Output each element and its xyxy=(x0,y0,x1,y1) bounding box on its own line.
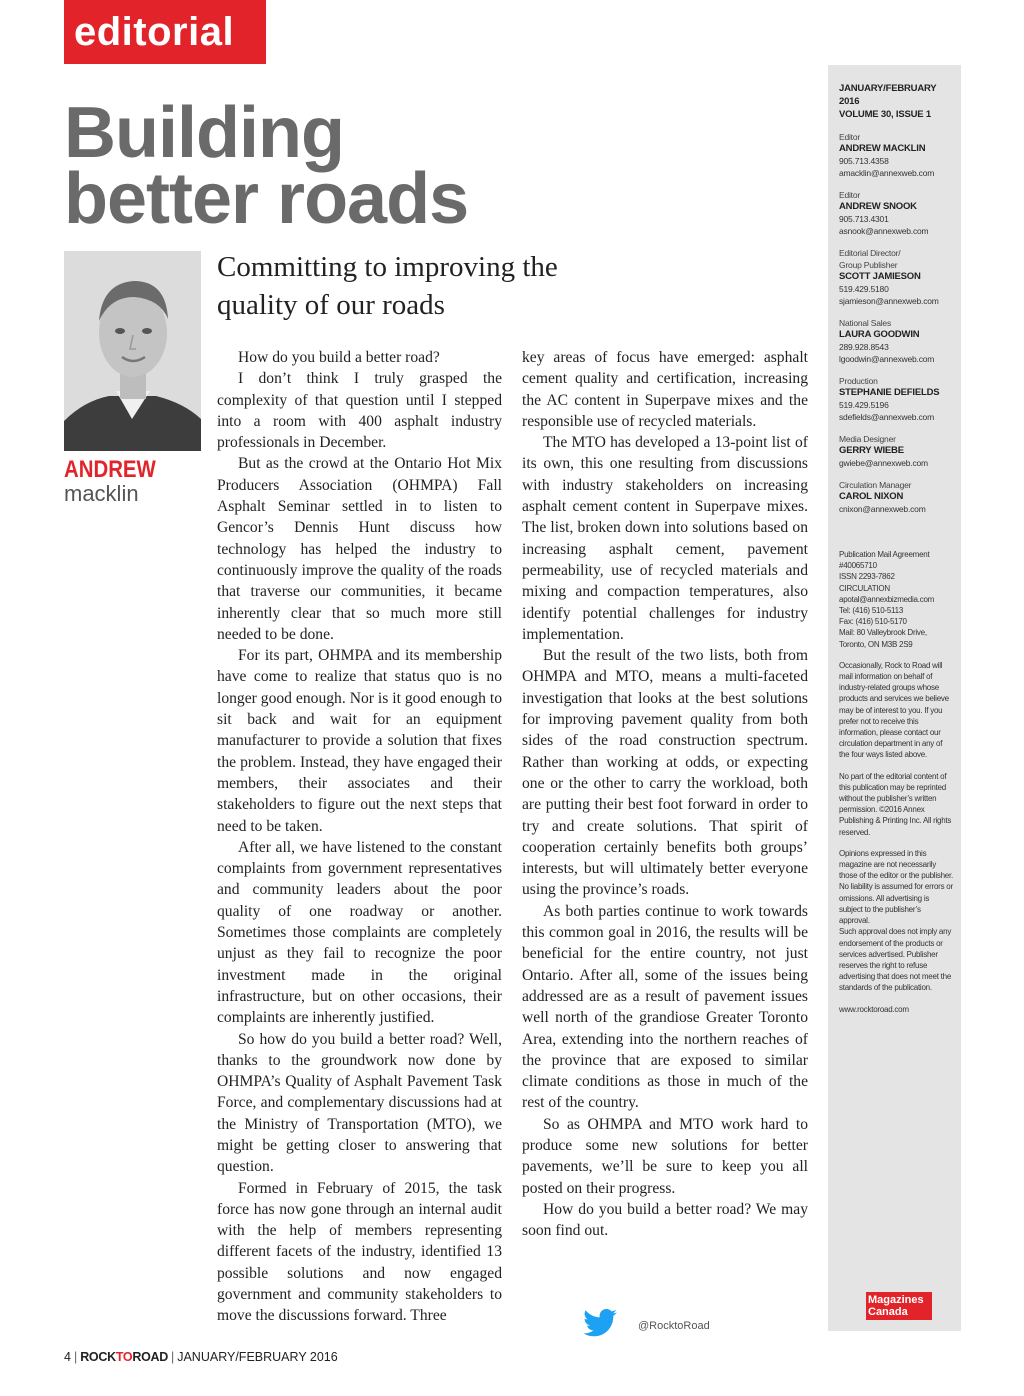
masthead-sidebar xyxy=(828,65,961,1331)
staff-email[interactable]: cnixon@annexweb.com xyxy=(839,504,926,514)
staff-phone: 905.713.4358 xyxy=(839,156,889,166)
footer-divider: | xyxy=(73,1350,78,1364)
paragraph: For its part, OHMPA and its membership have come to realize that status quo is no longer good enough. Nor is it good enough to sit back and wait for an equipment manufacturer to provide a solution that fixes the problem. Instead, they have engaged their members, their associates and their stakeholders to figure out the next steps that need to be taken. xyxy=(217,647,502,835)
staff-name: LAURA GOODWIN xyxy=(839,329,920,340)
headline-line-2: better roads xyxy=(64,159,469,239)
staff-name: STEPHANIE DEFIELDS xyxy=(839,387,940,398)
opinions-notice: Opinions expressed in this magazine are not necessarily those of the editor or the publisher. No liability is assumed for errors or omissions. All advertising is subject to the publisher’s approval. xyxy=(839,848,953,926)
mail-line: Publication Mail Agreement xyxy=(839,550,930,559)
paragraph: But as the crowd at the Ontario Hot Mix Producers Association (OHMPA) Fall Asphalt Seminar settled in to listen to Gencor’s Dennis Hunt discuss how technology has helped the industry to continuously improve the quality of the roads that traverse our communities, it became inherently clear that so much more still needed to be done. xyxy=(217,455,502,643)
staff-phone: 519.429.5180 xyxy=(839,284,889,294)
staff-role: Editorial Director/ Group Publisher xyxy=(839,248,901,270)
twitter-bird-icon[interactable] xyxy=(583,1309,617,1337)
staff-email[interactable]: sdefields@annexweb.com xyxy=(839,412,934,422)
mail-line: Toronto, ON M3B 2S9 xyxy=(839,639,913,649)
paragraph: So as OHMPA and MTO work hard to produce some new solutions for better pavements, we’ll be sure to keep you all posted on their progress. xyxy=(522,1115,808,1197)
website-link[interactable]: www.rocktoroad.com xyxy=(839,1004,909,1014)
author-photo xyxy=(64,251,201,451)
paragraph: key areas of focus have emerged: asphalt cement quality and certification, increasing the AC content in Superpave mixes and the responsible use of recycled materials. xyxy=(522,349,808,430)
headline xyxy=(64,93,584,239)
page-footer xyxy=(64,1350,338,1364)
endorsement-notice: Such approval does not imply any endorsement of the products or services advertised. Publisher reserves the right to refuse advertising that does not meet the standards of the publication. xyxy=(839,927,952,993)
deck-subtitle: Committing to improving the quality of our roads xyxy=(217,251,558,321)
issue-date: JANUARY/FEBRUARY 2016 xyxy=(839,83,937,107)
logo-rock: ROCK xyxy=(80,1350,116,1364)
paragraph: After all, we have listened to the constant complaints from government representatives and community leaders about the poor quality of one roadway or another. Sometimes those complaints are completely unjust as they fail to recognize the poor investment made in the original infrastructure, but on other occasions, their complaints are inherently justified. xyxy=(217,838,502,1027)
staff-name: ANDREW SNOOK xyxy=(839,201,917,212)
magazines-canada-line2: Canada xyxy=(868,1306,908,1318)
staff-entry xyxy=(839,317,953,365)
staff-email[interactable]: asnook@annexweb.com xyxy=(839,226,929,236)
paragraph: Formed in February of 2015, the task force has now gone through an internal audit with the help of members representing different facets of the industry, identified 13 possible solutions and now engaged government and community stakeholders to move the discussions forward. Three xyxy=(217,1179,502,1325)
article-column-2 xyxy=(522,347,808,1241)
staff-phone: 905.713.4301 xyxy=(839,214,889,224)
mail-info xyxy=(839,549,953,650)
paragraph: So how do you build a better road? Well, thanks to the groundwork now done by OHMPA’s Quality of Asphalt Pavement Task Force, and complementary discussions had at the Ministry of Transportation (MTO), we might be getting closer to answering that question. xyxy=(217,1030,502,1176)
mail-line: Mail: 80 Valleybrook Drive, xyxy=(839,628,927,638)
staff-role: Production xyxy=(839,376,878,386)
mail-line: Tel: (416) 510-5113 xyxy=(839,606,904,616)
staff-name: ANDREW MACKLIN xyxy=(839,143,926,154)
page-number: 4 xyxy=(64,1350,71,1364)
logo-road: ROAD xyxy=(132,1350,168,1364)
staff-entry xyxy=(839,433,953,469)
staff-phone: 519.429.5196 xyxy=(839,400,889,410)
staff-name: CAROL NIXON xyxy=(839,491,904,502)
rock-to-road-logo xyxy=(80,1350,168,1364)
footer-divider: | xyxy=(170,1350,175,1364)
mail-line: #40065710 xyxy=(839,561,877,571)
paragraph: How do you build a better road? We may soon find out. xyxy=(522,1200,808,1240)
article-column-1 xyxy=(217,347,502,1327)
magazines-canada-logo xyxy=(836,1291,932,1321)
staff-email[interactable]: gwiebe@annexweb.com xyxy=(839,458,928,468)
staff-phone: 289.928.8543 xyxy=(839,342,889,352)
paragraph: How do you build a better road? xyxy=(238,349,440,366)
staff-name: SCOTT JAMIESON xyxy=(839,271,921,282)
copyright-notice: No part of the editorial content of this publication may be reprinted without the publisher’s written permission. ©2016 Annex Publishing & Printing Inc. All rights reserved. xyxy=(839,771,952,837)
author-last-name: macklin xyxy=(64,481,139,506)
staff-email[interactable]: amacklin@annexweb.com xyxy=(839,168,935,178)
staff-name: GERRY WIEBE xyxy=(839,445,904,456)
logo-to: TO xyxy=(115,1350,133,1364)
staff-role: National Sales xyxy=(839,318,892,328)
staff-email[interactable]: lgoodwin@annexweb.com xyxy=(839,354,935,364)
footer-issue: JANUARY/FEBRUARY 2016 xyxy=(177,1350,338,1364)
staff-entry xyxy=(839,247,953,307)
author-first-name: ANDREW xyxy=(64,456,156,483)
staff-role: Editor xyxy=(839,132,861,142)
staff-entry xyxy=(839,189,953,237)
staff-role: Editor xyxy=(839,190,861,200)
mail-line[interactable]: apotal@annexbizmedia.com xyxy=(839,594,935,604)
headline-line-1: Building xyxy=(64,93,344,173)
mail-line: Fax: (416) 510-5170 xyxy=(839,617,907,627)
staff-entry xyxy=(839,131,953,179)
section-tag: editorial xyxy=(64,0,266,64)
twitter-handle[interactable]: @RocktoRoad xyxy=(638,1320,710,1332)
magazines-canada-line1: Magazines xyxy=(868,1294,924,1306)
staff-role: Media Designer xyxy=(839,434,896,444)
issue-volume: VOLUME 30, ISSUE 1 xyxy=(839,109,931,120)
paragraph: I don’t think I truly grasped the complexity of that question until I stepped into a room with 400 asphalt industry professionals in December. xyxy=(217,370,502,452)
mail-line: ISSN 2293-7862 xyxy=(839,572,895,582)
staff-role: Circulation Manager xyxy=(839,480,912,490)
paragraph: The MTO has developed a 13-point list of its own, this one resulting from discussions with industry stakeholders on increasing asphalt cement content in Superpave mixes. The list, broken down into solutions based on increasing asphalt cement, pavement permeability, use of recycled materials and mixing and compaction temperatures, also identify potential challenges for industry implementation. xyxy=(522,434,808,643)
paragraph: But the result of the two lists, both from OHMPA and MTO, means a multi-faceted investigation that looks at the best solutions for improving pavement quality from both sides of the road construction spectrum. Rather than working at odds, or expecting one or the other to carry the workload, both are putting their best foot forward in order to try and create solutions. That spirit of cooperation certainly benefits both groups’ interests, but will ultimately better everyone using the province’s roads. xyxy=(522,647,808,899)
staff-entry xyxy=(839,479,953,515)
staff-email[interactable]: sjamieson@annexweb.com xyxy=(839,296,939,306)
paragraph: As both parties continue to work towards this common goal in 2016, the results will be beneficial for the entire country, not just Ontario. After all, some of the issues being addressed are as a result of pavement issues well north of the grandiose Greater Toronto Area, extending into the northern reaches of the province that are exposed to similar climate conditions as those in much of the rest of the country. xyxy=(522,902,808,1112)
staff-entry xyxy=(839,375,953,423)
mail-line: CIRCULATION xyxy=(839,583,890,593)
mail-notice: Occasionally, Rock to Road will mail information on behalf of industry-related groups whose products and services we believe may be of interest to you. If you prefer not to receive this information, please contact our circulation department in any of the four ways listed above. xyxy=(839,660,949,760)
